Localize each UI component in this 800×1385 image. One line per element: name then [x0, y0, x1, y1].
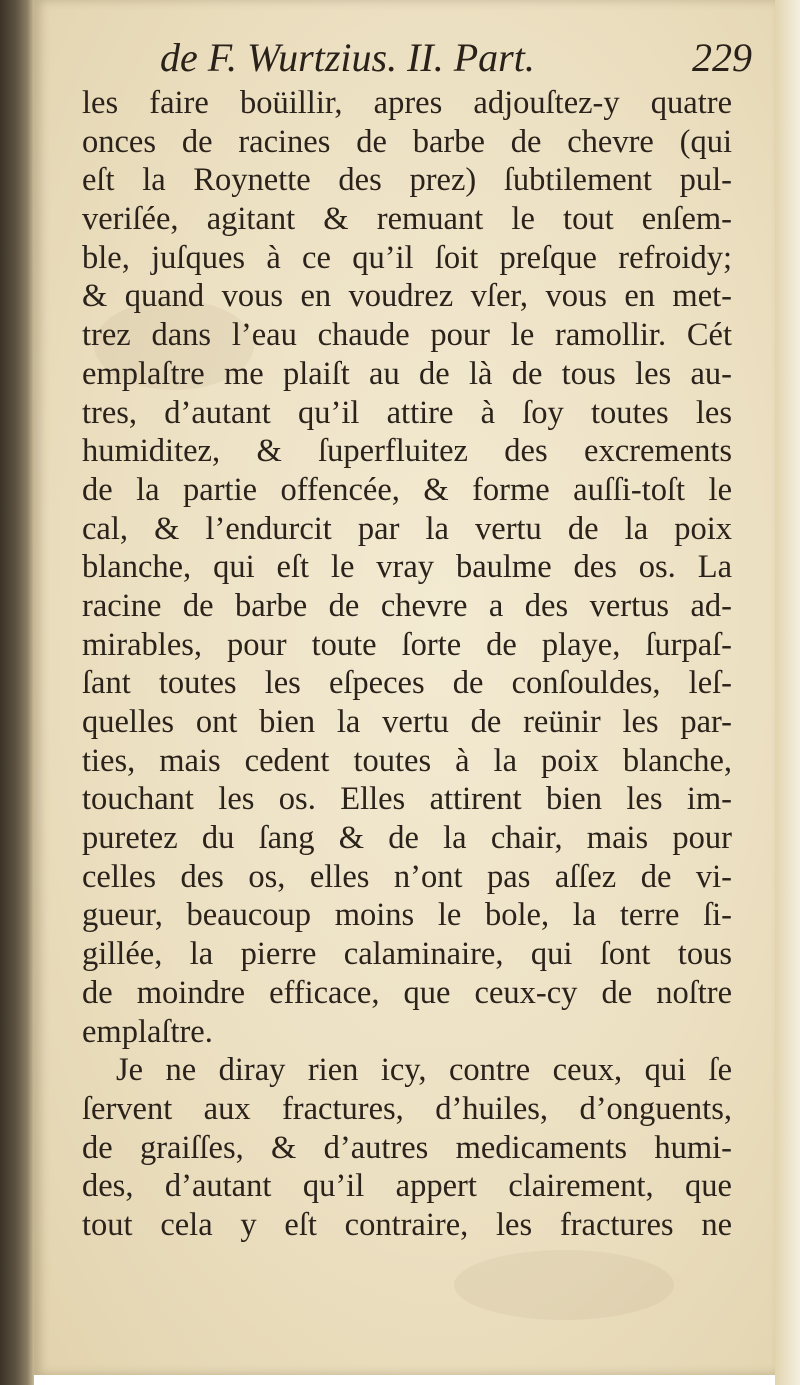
scan-edge	[0, 0, 34, 1385]
text-line: mirables, pour toute ſorte de playe, ſurpaſ-	[82, 626, 732, 663]
text-line: eſt la Roynette des prez) ſubtilement pul-	[82, 162, 732, 199]
text-line: trez dans l’eau chaude pour le ramollir. Cét	[82, 317, 732, 354]
paragraph-end-line: emplaſtre.	[82, 1013, 213, 1050]
page-edge-shadow	[775, 0, 800, 1385]
text-line: & quand vous en voudrez vſer, vous en met-	[82, 278, 732, 315]
text-line: cal, & l’endurcit par la vertu de la poix	[82, 510, 732, 547]
text-line: de graiſſes, & d’autres medicaments humi-	[82, 1129, 732, 1166]
text-line: ſervent aux fractures, d’huiles, d’onguents,	[82, 1090, 732, 1127]
text-line: gueur, beaucoup moins le bole, la terre ſi-	[82, 897, 732, 934]
text-line: tout cela y eſt contraire, les fractures ne	[82, 1206, 732, 1243]
text-line: celles des os, elles n’ont pas aſſez de vi-	[82, 858, 732, 895]
body-text	[82, 84, 732, 1245]
text-line: veriſée, agitant & remuant le tout enſem-	[82, 201, 732, 238]
paper-stain	[454, 1250, 674, 1320]
text-line: gillée, la pierre calaminaire, qui ſont tous	[82, 936, 732, 973]
page-number: 229	[692, 35, 752, 80]
running-title: de F. Wurtzius. II. Part.	[160, 35, 535, 80]
text-line: les faire boüillir, apres adjouſtez-y quatre	[82, 85, 732, 121]
text-line: onces de racines de barbe de chevre (qui	[82, 123, 732, 160]
text-line: de la partie offencée, & forme auſſi-toſt le	[82, 471, 732, 508]
text-line: blanche, qui eſt le vray baulme des os. La	[82, 549, 732, 586]
text-line: ſant toutes les eſpeces de conſouldes, leſ-	[82, 665, 732, 702]
text-line: humiditez, & ſuperfluitez des excrements	[82, 433, 732, 470]
text-line: racine de barbe de chevre a des vertus ad-	[82, 587, 732, 624]
text-line: ble, juſques à ce qu’il ſoit preſque refroidy;	[82, 239, 732, 276]
text-line: des, d’autant qu’il appert clairement, que	[82, 1168, 732, 1205]
text-line: de moindre efficace, que ceux-cy de noſtre	[82, 974, 732, 1011]
paragraph-start-line: Je ne diray rien icy, contre ceux, qui ſe	[116, 1052, 732, 1089]
text-line: emplaſtre me plaiſt au de là de tous les au-	[82, 355, 732, 392]
text-line: quelles ont bien la vertu de reünir les par-	[82, 704, 732, 740]
text-line: puretez du ſang & de la chair, mais pour	[82, 820, 732, 857]
text-line: ties, mais cedent toutes à la poix blanche,	[82, 742, 732, 779]
running-header	[130, 34, 770, 84]
text-line: tres, d’autant qu’il attire à ſoy toutes les	[82, 394, 732, 431]
text-line: touchant les os. Elles attirent bien les im-	[82, 781, 732, 818]
